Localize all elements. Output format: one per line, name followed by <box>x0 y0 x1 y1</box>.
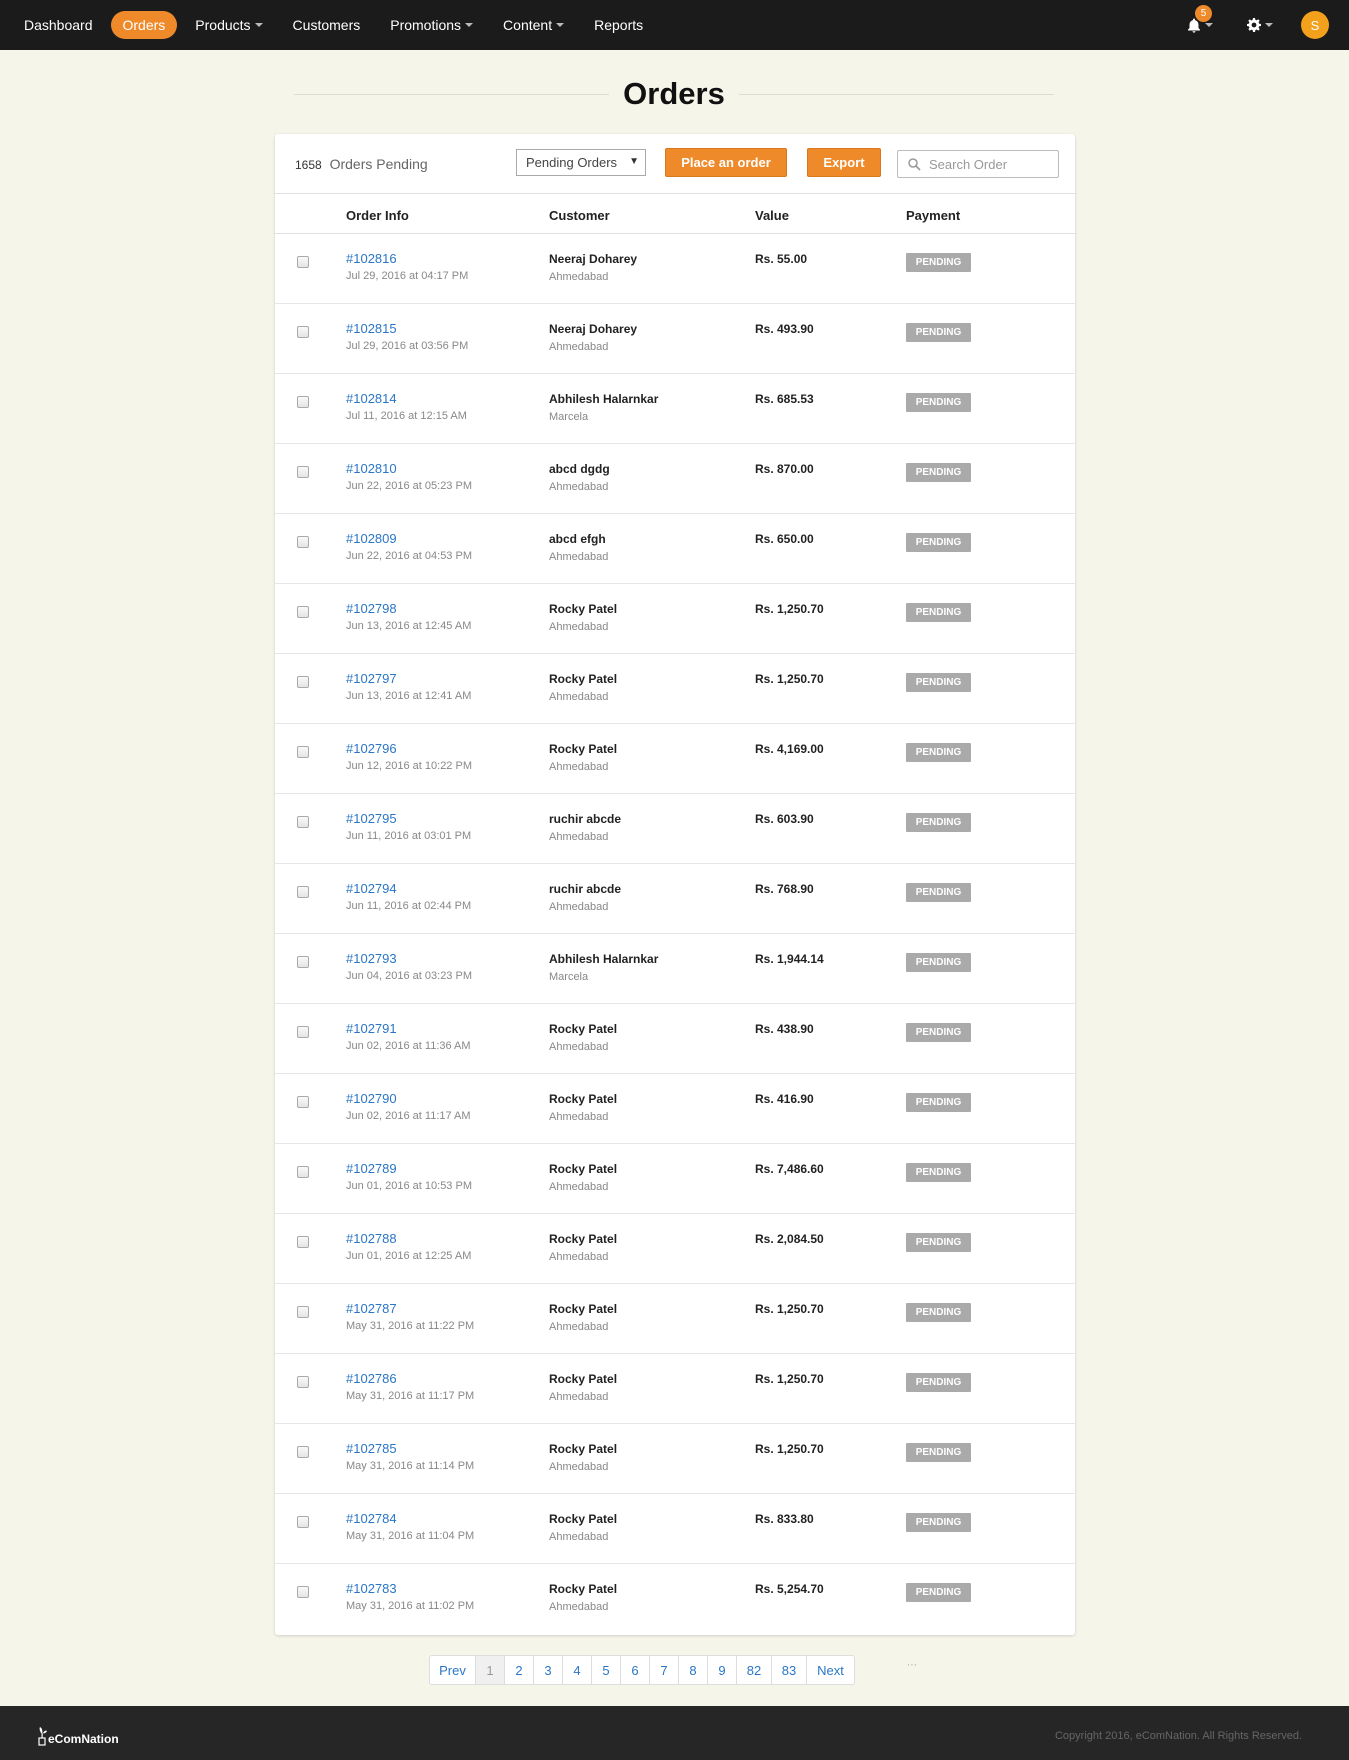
page-83[interactable]: 83 <box>772 1656 807 1684</box>
table-row <box>275 234 1075 304</box>
order-id-link[interactable]: #102798 <box>346 601 397 616</box>
order-date: May 31, 2016 at 11:04 PM <box>346 1530 475 1542</box>
page-4[interactable]: 4 <box>563 1656 592 1684</box>
table-row <box>275 1354 1075 1424</box>
chevron-down-icon <box>1265 23 1273 27</box>
order-value: Rs. 438.90 <box>755 1022 814 1036</box>
customer-name: abcd efgh <box>549 532 606 546</box>
order-date: Jun 04, 2016 at 03:23 PM <box>346 970 472 982</box>
status-badge: PENDING <box>906 1303 971 1322</box>
customer-city: Ahmedabad <box>549 1041 609 1053</box>
page-1[interactable]: 1 <box>476 1656 505 1684</box>
row-checkbox[interactable] <box>297 956 309 968</box>
order-id-link[interactable]: #102810 <box>346 461 397 476</box>
notifications-button[interactable] <box>1187 7 1213 33</box>
order-date: Jun 01, 2016 at 12:25 AM <box>346 1250 472 1262</box>
pending-label: Orders Pending <box>329 156 428 172</box>
customer-city: Ahmedabad <box>549 1251 609 1263</box>
row-checkbox[interactable] <box>297 536 309 548</box>
order-value: Rs. 768.90 <box>755 882 814 896</box>
table-row <box>275 654 1075 724</box>
orders-card <box>275 134 1075 1635</box>
status-badge: PENDING <box>906 253 971 272</box>
row-checkbox[interactable] <box>297 396 309 408</box>
page-8[interactable]: 8 <box>679 1656 708 1684</box>
header-value: Value <box>755 208 789 223</box>
status-badge: PENDING <box>906 323 971 342</box>
table-row <box>275 444 1075 514</box>
navbar-right <box>1187 0 1329 50</box>
order-value: Rs. 870.00 <box>755 462 814 476</box>
table-row <box>275 934 1075 1004</box>
order-value: Rs. 1,944.14 <box>755 952 824 966</box>
customer-name: Rocky Patel <box>549 1092 618 1106</box>
order-id-link[interactable]: #102796 <box>346 741 397 756</box>
nav-item-label: Content <box>503 17 553 33</box>
next-page-button[interactable]: Next <box>817 1662 844 1678</box>
customer-city: Ahmedabad <box>549 481 609 493</box>
divider <box>294 94 609 95</box>
chevron-down-icon <box>465 23 473 27</box>
order-date: Jun 13, 2016 at 12:45 AM <box>346 620 472 632</box>
table-row <box>275 1284 1075 1354</box>
customer-name: Rocky Patel <box>549 672 618 686</box>
status-badge: PENDING <box>906 1023 971 1042</box>
header-order-info: Order Info <box>346 208 409 223</box>
order-id-link[interactable]: #102816 <box>346 251 397 266</box>
row-checkbox[interactable] <box>297 1586 309 1598</box>
status-badge: PENDING <box>906 533 971 552</box>
nav-item-products[interactable] <box>183 11 274 39</box>
order-value: Rs. 7,486.60 <box>755 1162 824 1176</box>
status-badge: PENDING <box>906 953 971 972</box>
order-date: May 31, 2016 at 11:17 PM <box>346 1390 475 1402</box>
customer-name: ruchir abcde <box>549 812 622 826</box>
customer-name: Neeraj Doharey <box>549 252 638 266</box>
customer-city: Marcela <box>549 411 589 423</box>
page-title-row <box>294 72 1054 116</box>
row-checkbox[interactable] <box>297 1376 309 1388</box>
order-date: Jun 22, 2016 at 05:23 PM <box>346 480 472 492</box>
order-filter-select[interactable] <box>516 149 646 176</box>
order-id-link[interactable]: #102784 <box>346 1511 397 1526</box>
customer-name: Rocky Patel <box>549 1582 618 1596</box>
order-id-link[interactable]: #102789 <box>346 1161 397 1176</box>
status-badge: PENDING <box>906 743 971 762</box>
table-row <box>275 374 1075 444</box>
customer-city: Ahmedabad <box>549 341 609 353</box>
customer-city: Marcela <box>549 971 589 983</box>
order-id-link[interactable]: #102785 <box>346 1441 397 1456</box>
table-header <box>275 194 1075 234</box>
customer-name: Abhilesh Halarnkar <box>549 392 659 406</box>
order-id-link[interactable]: #102809 <box>346 531 397 546</box>
status-badge: PENDING <box>906 673 971 692</box>
status-badge: PENDING <box>906 1163 971 1182</box>
sprout-icon <box>38 1726 48 1746</box>
table-row <box>275 1074 1075 1144</box>
table-row <box>275 514 1075 584</box>
customer-city: Ahmedabad <box>549 901 609 913</box>
order-value: Rs. 1,250.70 <box>755 1442 824 1456</box>
customer-name: Rocky Patel <box>549 1512 618 1526</box>
customer-name: Rocky Patel <box>549 742 618 756</box>
nav-item-label: Reports <box>594 17 644 33</box>
order-value: Rs. 1,250.70 <box>755 1372 824 1386</box>
table-row <box>275 1004 1075 1074</box>
order-value: Rs. 416.90 <box>755 1092 814 1106</box>
nav-item-reports[interactable] <box>582 11 655 39</box>
order-id-link[interactable]: #102794 <box>346 881 397 896</box>
status-badge: PENDING <box>906 393 971 412</box>
gear-icon <box>1247 18 1261 32</box>
nav-item-label: Promotions <box>390 17 462 33</box>
row-checkbox[interactable] <box>297 1166 309 1178</box>
export-button[interactable]: Export <box>807 148 881 177</box>
row-checkbox[interactable] <box>297 816 309 828</box>
table-row <box>275 1214 1075 1284</box>
page-2[interactable]: 2 <box>505 1656 534 1684</box>
customer-name: Rocky Patel <box>549 1022 618 1036</box>
divider <box>739 94 1054 95</box>
page-5[interactable]: 5 <box>592 1656 621 1684</box>
customer-city: Ahmedabad <box>549 1461 609 1473</box>
order-date: Jun 11, 2016 at 03:01 PM <box>346 830 472 842</box>
main-nav <box>12 0 661 50</box>
customer-city: Ahmedabad <box>549 1181 609 1193</box>
table-row <box>275 1564 1075 1634</box>
user-avatar[interactable]: S <box>1301 11 1329 39</box>
customer-city: Ahmedabad <box>549 621 609 633</box>
top-navbar <box>0 0 1349 50</box>
order-value: Rs. 603.90 <box>755 812 814 826</box>
table-row <box>275 864 1075 934</box>
customer-city: Ahmedabad <box>549 551 609 563</box>
search-box <box>897 150 1059 178</box>
page-title: Orders <box>623 76 725 111</box>
row-checkbox[interactable] <box>297 466 309 478</box>
footer-logo[interactable] <box>38 1726 119 1746</box>
row-checkbox[interactable] <box>297 746 309 758</box>
order-id-link[interactable]: #102787 <box>346 1301 397 1316</box>
chevron-down-icon <box>1205 23 1213 27</box>
customer-city: Ahmedabad <box>549 691 609 703</box>
table-row <box>275 724 1075 794</box>
customer-city: Ahmedabad <box>549 831 609 843</box>
customer-name: Rocky Patel <box>549 1232 618 1246</box>
chevron-down-icon <box>556 23 564 27</box>
pagination <box>429 1655 855 1685</box>
customer-name: Rocky Patel <box>549 602 618 616</box>
row-checkbox[interactable] <box>297 676 309 688</box>
table-row <box>275 584 1075 654</box>
orders-table-body <box>275 234 1075 1634</box>
order-date: Jun 13, 2016 at 12:41 AM <box>346 690 472 702</box>
row-checkbox[interactable] <box>297 256 309 268</box>
order-id-link[interactable]: #102791 <box>346 1021 397 1036</box>
customer-name: Neeraj Doharey <box>549 322 638 336</box>
customer-city: Ahmedabad <box>549 1531 609 1543</box>
order-date: Jul 29, 2016 at 04:17 PM <box>346 270 469 282</box>
status-badge: PENDING <box>906 1373 971 1392</box>
status-badge: PENDING <box>906 1513 971 1532</box>
order-value: Rs. 493.90 <box>755 322 814 336</box>
customer-name: Abhilesh Halarnkar <box>549 952 659 966</box>
row-checkbox[interactable] <box>297 1516 309 1528</box>
nav-item-dashboard[interactable] <box>12 11 105 39</box>
status-badge: PENDING <box>906 1233 971 1252</box>
row-checkbox[interactable] <box>297 1446 309 1458</box>
table-row <box>275 1494 1075 1564</box>
table-row <box>275 794 1075 864</box>
customer-name: Rocky Patel <box>549 1162 618 1176</box>
row-checkbox[interactable] <box>297 606 309 618</box>
customer-name: abcd dgdg <box>549 462 610 476</box>
order-id-link[interactable]: #102814 <box>346 391 397 406</box>
status-badge: PENDING <box>906 1443 971 1462</box>
page-7[interactable]: 7 <box>650 1656 679 1684</box>
order-value: Rs. 1,250.70 <box>755 602 824 616</box>
status-badge: PENDING <box>906 463 971 482</box>
row-checkbox[interactable] <box>297 1236 309 1248</box>
page-82[interactable]: 82 <box>737 1656 772 1684</box>
status-badge: PENDING <box>906 603 971 622</box>
nav-item-customers[interactable] <box>281 11 373 39</box>
row-checkbox[interactable] <box>297 1026 309 1038</box>
order-date: Jun 12, 2016 at 10:22 PM <box>346 760 472 772</box>
customer-name: Rocky Patel <box>549 1442 618 1456</box>
order-value: Rs. 685.53 <box>755 392 814 406</box>
search-input[interactable] <box>929 157 1049 172</box>
footer <box>0 1706 1349 1760</box>
nav-item-orders[interactable] <box>111 11 178 39</box>
header-payment: Payment <box>906 208 961 223</box>
order-filter-value: Pending Orders <box>526 155 618 170</box>
nav-item-label: Customers <box>292 17 361 33</box>
order-date: Jul 11, 2016 at 12:15 AM <box>346 410 467 422</box>
order-value: Rs. 4,169.00 <box>755 742 824 756</box>
order-date: Jun 11, 2016 at 02:44 PM <box>346 900 472 912</box>
notification-count-badge: 5 <box>1195 5 1212 22</box>
status-badge: PENDING <box>906 1093 971 1112</box>
settings-button[interactable] <box>1247 18 1273 32</box>
order-value: Rs. 1,250.70 <box>755 672 824 686</box>
row-checkbox[interactable] <box>297 326 309 338</box>
customer-city: Ahmedabad <box>549 1111 609 1123</box>
order-value: Rs. 2,084.50 <box>755 1232 824 1246</box>
chevron-down-icon <box>255 23 263 27</box>
pending-orders-summary <box>295 156 428 172</box>
nav-item-content[interactable] <box>491 11 576 39</box>
customer-city: Ahmedabad <box>549 1601 609 1613</box>
prev-page-button[interactable]: Prev <box>430 1656 476 1684</box>
order-id-link[interactable]: #102790 <box>346 1091 397 1106</box>
customer-name: ruchir abcde <box>549 882 622 896</box>
customer-city: Ahmedabad <box>549 271 609 283</box>
order-id-link[interactable]: #102795 <box>346 811 397 826</box>
table-row <box>275 1424 1075 1494</box>
order-id-link[interactable]: #102797 <box>346 671 397 686</box>
order-value: Rs. 5,254.70 <box>755 1582 824 1596</box>
header-customer: Customer <box>549 208 610 223</box>
order-date: May 31, 2016 at 11:22 PM <box>346 1320 475 1332</box>
orders-toolbar <box>275 134 1075 194</box>
row-checkbox[interactable] <box>297 1096 309 1108</box>
select-arrow-icon: ▼ <box>629 156 639 167</box>
customer-city: Ahmedabad <box>549 1321 609 1333</box>
status-badge: PENDING <box>906 883 971 902</box>
pagination-more: ⋯ <box>907 1660 917 1671</box>
page-6[interactable]: 6 <box>621 1656 650 1684</box>
order-id-link[interactable]: #102786 <box>346 1371 397 1386</box>
customer-city: Ahmedabad <box>549 761 609 773</box>
order-date: Jun 01, 2016 at 10:53 PM <box>346 1180 472 1192</box>
row-checkbox[interactable] <box>297 886 309 898</box>
nav-item-label: Orders <box>122 17 166 33</box>
order-date: Jun 02, 2016 at 11:36 AM <box>346 1040 471 1052</box>
order-date: Jul 29, 2016 at 03:56 PM <box>346 340 469 352</box>
order-id-link[interactable]: #102788 <box>346 1231 397 1246</box>
search-icon <box>908 158 921 171</box>
customer-name: Rocky Patel <box>549 1302 618 1316</box>
order-value: Rs. 1,250.70 <box>755 1302 824 1316</box>
footer-logo-text: eComNation <box>48 1732 119 1746</box>
order-value: Rs. 650.00 <box>755 532 814 546</box>
order-id-link[interactable]: #102783 <box>346 1581 397 1596</box>
page-9[interactable]: 9 <box>708 1656 737 1684</box>
row-checkbox[interactable] <box>297 1306 309 1318</box>
order-date: May 31, 2016 at 11:14 PM <box>346 1460 475 1472</box>
status-badge: PENDING <box>906 1583 971 1602</box>
pending-count: 1658 <box>295 158 322 172</box>
place-order-button[interactable]: Place an order <box>665 148 787 177</box>
nav-item-label: Dashboard <box>24 17 93 33</box>
copyright-text: Copyright 2016, eComNation. All Rights Reserved. <box>1054 1730 1302 1742</box>
order-value: Rs. 833.80 <box>755 1512 814 1526</box>
table-row <box>275 1144 1075 1214</box>
order-date: May 31, 2016 at 11:02 PM <box>346 1600 475 1612</box>
order-id-link[interactable]: #102815 <box>346 321 397 336</box>
customer-name: Rocky Patel <box>549 1372 618 1386</box>
nav-item-label: Products <box>195 17 251 33</box>
order-date: Jun 02, 2016 at 11:17 AM <box>346 1110 471 1122</box>
order-value: Rs. 55.00 <box>755 252 808 266</box>
status-badge: PENDING <box>906 813 971 832</box>
customer-city: Ahmedabad <box>549 1391 609 1403</box>
table-row <box>275 304 1075 374</box>
order-date: Jun 22, 2016 at 04:53 PM <box>346 550 472 562</box>
order-id-link[interactable]: #102793 <box>346 951 397 966</box>
page-3[interactable]: 3 <box>534 1656 563 1684</box>
nav-item-promotions[interactable] <box>378 11 485 39</box>
